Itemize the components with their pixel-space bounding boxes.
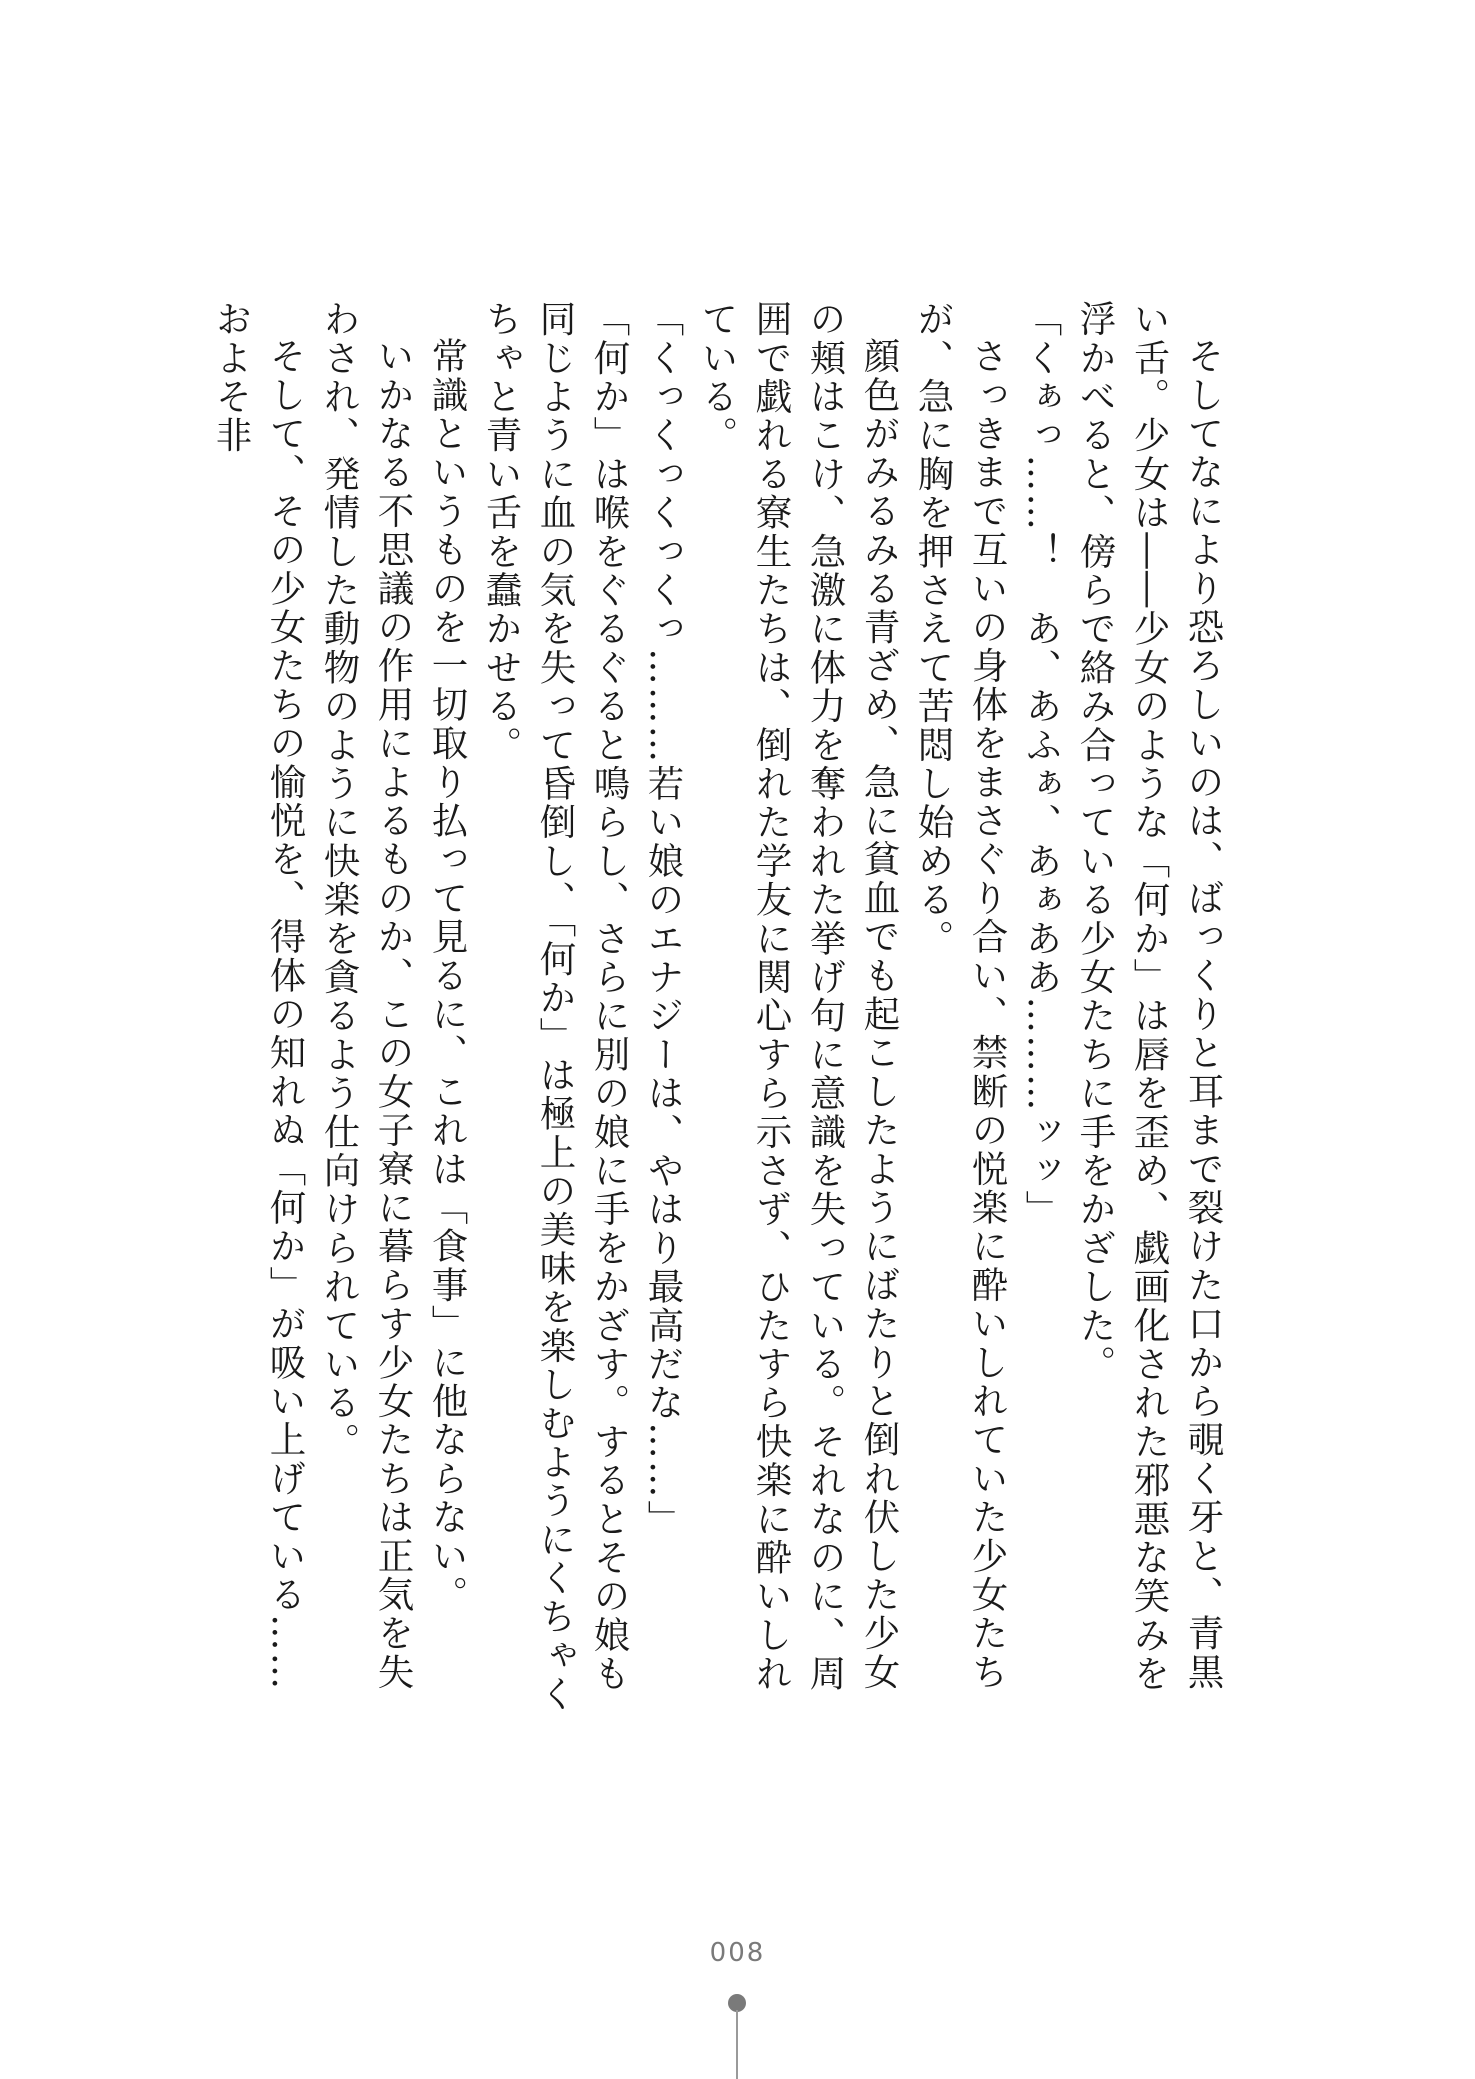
paragraph: さっきまで互いの身体をまさぐり合い、禁断の悦楽に酔いしれていた少女たちが、急に胸を押さえて苦悶し始める。	[912, 300, 1009, 1691]
body-text	[210, 300, 1230, 1720]
dialogue-line: 「くぁっ……！ あ、あふぁ、あぁああ………ッッ」	[1020, 300, 1063, 1229]
page-number: 008	[709, 1938, 766, 1968]
paragraph: いかなる不思議の作用によるものか、この女子寮に暮らす少女たちは正気を失わされ、発情した動物のように快楽を貪るよう仕向けられている。	[318, 300, 415, 1691]
paragraph: 「何か」は喉をぐるぐると鳴らし、さらに別の娘に手をかざす。するとその娘も同じように血の気を失って昏倒し、「何か」は極上の美味を楽しむようにくちゃくちゃと青い舌を蠢かせる。	[480, 300, 631, 1714]
paragraph: 常識というものを一切取り払って見るに、これは「食事」に他ならない。	[426, 336, 469, 1614]
paragraph: 顔色がみるみる青ざめ、急に貧血でも起こしたようにばたりと倒れ伏した少女の頬はこけ、急激に体力を奪われた挙げ句に意識を失っている。それなのに、周囲で戯れる寮生たちは、倒れた学友に関心すら示さず、ひたすら快楽に酔いしれている。	[696, 300, 901, 1694]
paragraph: そしてなにより恐ろしいのは、ばっくりと耳まで裂けた口から覗く牙と、青黒い舌。少女は――少女のような「何か」は唇を歪め、戯画化された邪悪な笑みを浮かべると、傍らで絡み合っている少女たちに手をかざした。	[1074, 300, 1225, 1694]
page-marker-icon	[727, 1994, 747, 2079]
marker-line	[736, 2010, 738, 2079]
dialogue-line: 「くっくっくっくっ………若い娘のエナジーは、やはり最高だな……」	[642, 300, 685, 1539]
paragraph: そして、その少女たちの愉悦を、得体の知れぬ「何か」が吸い上げている……およそ非	[210, 300, 307, 1691]
